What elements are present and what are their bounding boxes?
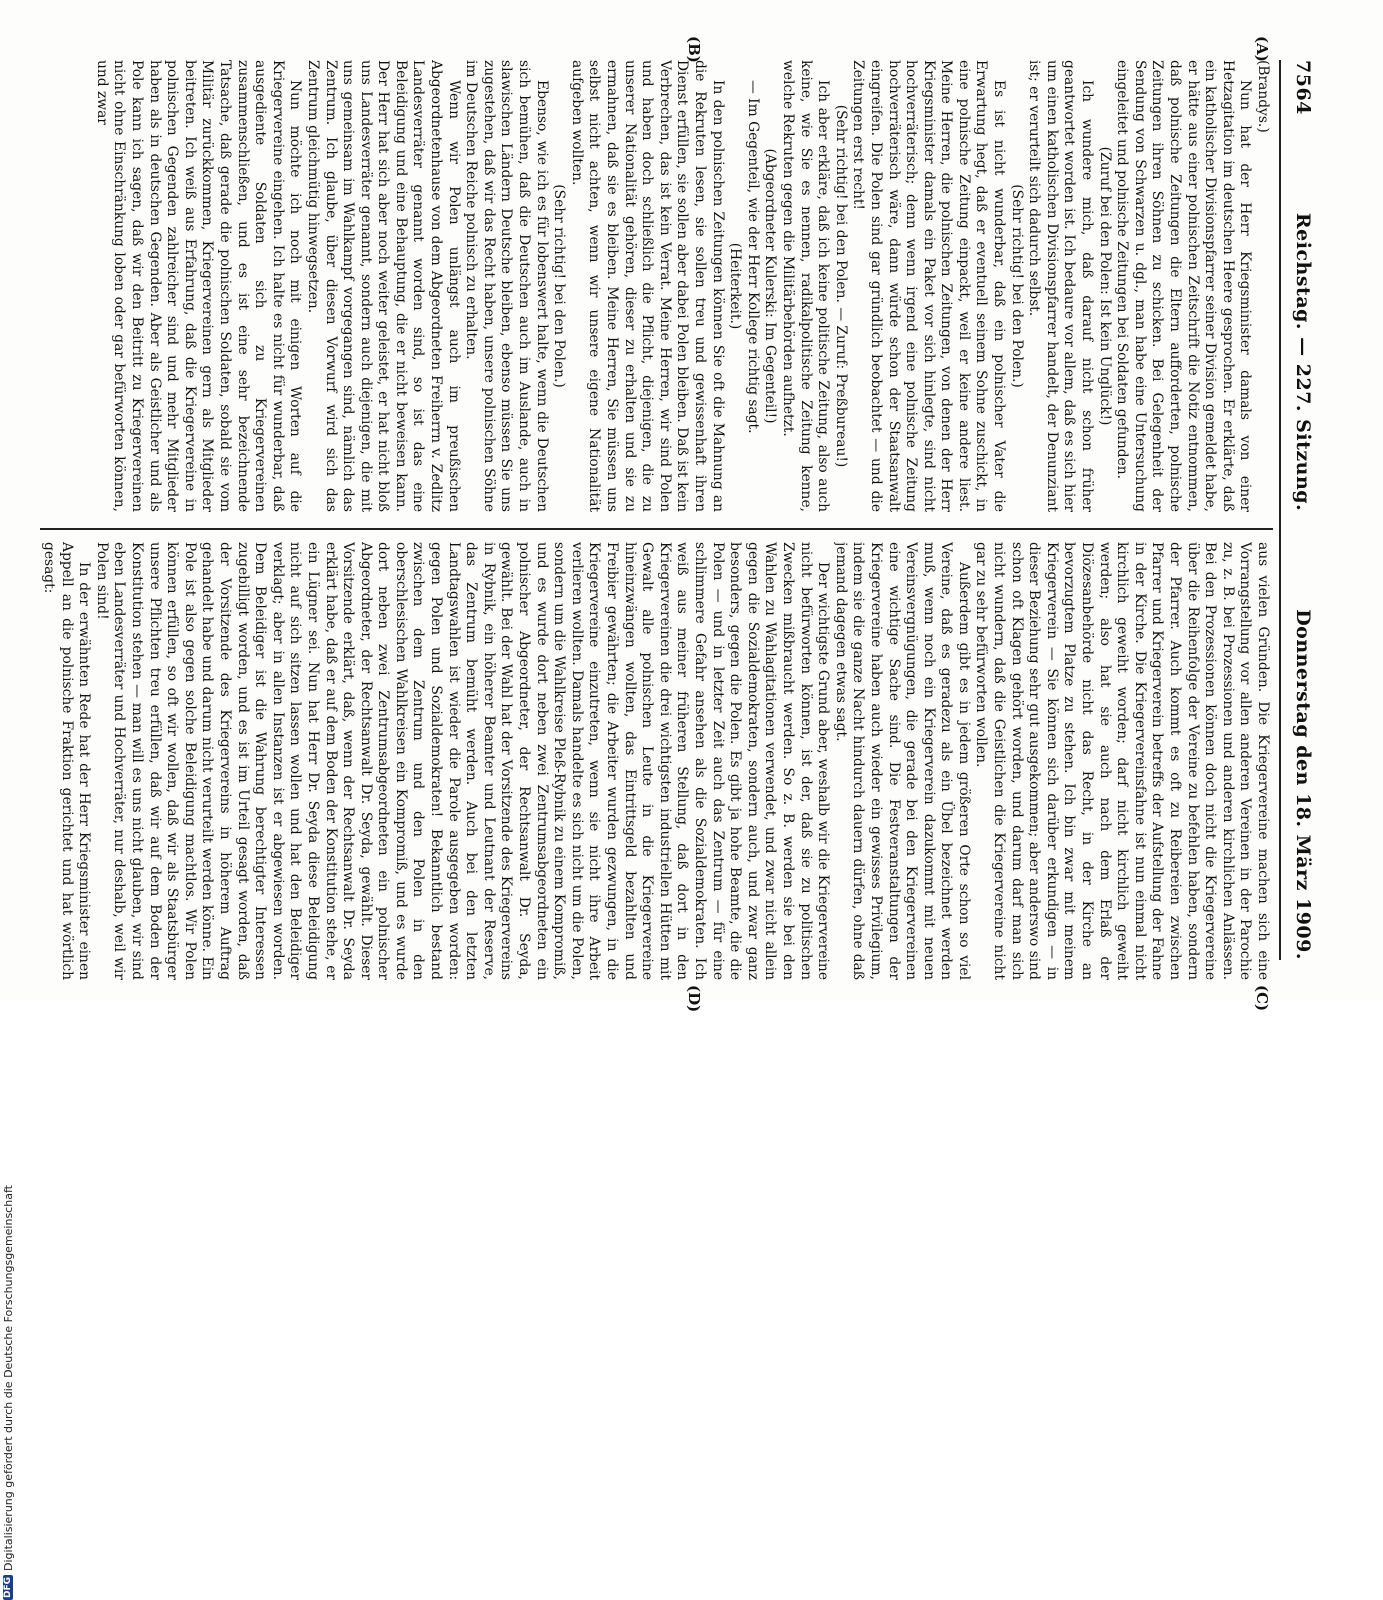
header-rule [1279, 60, 1281, 960]
margin-marker-a: (A) [1253, 36, 1271, 62]
paragraph: (Sehr richtig! bei den Polen.) [1008, 184, 1025, 388]
paragraph: In der erwähnten Rede hat der Herr Kriegsminister einen Appell an die polnische Fraktion gerichtet und hat wörtlich gesagt: [41, 542, 93, 980]
paragraph: Ebenso, wie ich es für lobenswert halte, wenn die Deutschen sich bemühen, daß die Deutschen auch im Auslande, auch in slawischen Ländern Deutsche bleiben, ebenso müssen Sie uns zugestehen, daß wir das Recht haben, unsere polnischen Söhne im Deutschen Reiche polnisch zu erhalten. [463, 60, 550, 512]
paragraph: Ich wundere mich, daß darauf nicht schon früher geantwortet worden ist. Ich bedaure vor allem, daß es sich hier um einen katholischen Divisionspfarrer handelt, der Denunziant ist; er verurteilt sich dadurch selbst. [1026, 60, 1096, 512]
page-header [1283, 60, 1323, 960]
paragraph: Nun möchte ich noch mit einigen Worten auf die Kriegervereine eingehen. Ich halte es nicht für wunderbar, daß ausgediente Soldaten sich zu Kriegervereinen zusammenschließen, und es ist eine sehr bezeichnende Tatsache, daß gerade die polnischen Soldaten, sobald sie vom Militär zurückkommen, Kriegervereinen gern als Mitglieder beitreten. Ich weiß aus Erfahrung, daß die Kriegervereine in polnischen Gegenden zahlreicher sind und mehr Mitglieder haben als in deutschen Gegenden. Aber als Geistlicher und als Pole kann ich sagen, daß wir den Beitritt zu Kriegervereinen nicht ohne Einschränkung loben oder gar befürworten können, und zwar [93, 60, 304, 512]
paragraph: Ich aber erkläre, daß ich keine politische Zeitung, also auch keine, wie Sie es nennen, radikalpolitische Zeitung kenne, welche Rekruten gegen die Militärbehörden aufhetzt. [779, 60, 832, 512]
paragraph: Der wichtigste Grund aber, weshalb wir die Kriegervereine nicht befürworten können, ist der, daß sie zu politischen Zwecken mißbraucht werden. So z. B. werden sie bei den Wahlen zu Wahlagitationen verwendet, und zwar nicht allein gegen die Sozialdemokraten, sondern auch, und zwar ganz besonders, gegen die Polen. Es gibt ja hohe Beamte, die die Polen — und in letzter Zeit auch das Zentrum — für eine schlimmere Gefahr ansehen als die Sozialdemokraten. Ich weiß aus meiner früheren Stellung, daß dort in den Kriegervereinen die drei wichtigsten industriellen Hütten mit Gewalt alle polnischen Leute in die Kriegervereine hineinzwängen wollten, das Eintrittsgeld bezahlten und Freibier gewährten; die Arbeiter wurden gezwungen, in die Kriegervereine einzutreten, wenn sie nicht ihre Arbeit verlieren wollten. Damals handelte es sich nicht um die Polen, sondern um die Wahlkreise Pleß-Rybnik zu einem Kompromiß, und es wurde dort neben zwei Zentrumsabgeordneten ein polnischer Abgeordneter, der Rechtsanwalt Dr. Seyda, gewählt. Bei der Wahl hat der Vorsitzende des Kriegervereins in Rybnik, ein höherer Beamter und Leutnant der Reserve, das Zentrum bemüht werden. Auch bei den letzten Landtagswahlen ist wieder die Parole ausgegeben worden: gegen Polen und Sozialdemokraten! Bekanntlich bestand zwischen dem Zentrum und den Polen in den oberschlesischen Wahlkreisen ein Kompromiß, und es wurde dort neben zwei Zentrumsabgeordneten ein polnischer Abgeordneter, der Rechtsanwalt Dr. Seyda, gewählt. Dieser Vorsitzende erklärt, daß, wenn der Rechtsanwalt Dr. Seyda erklärt habe, daß er auf dem Boden der Konstitution stehe, er ein Lügner sei. Nun hat Herr Dr. Seyda diese Beleidigung nicht auf sich sitzen lassen wollen und hat den Beleidiger verklagt; aber in allen Instanzen ist er abgewiesen worden. Dem Beleidiger ist die Wahrung berechtigter Interessen zugebilligt worden, und es ist im Urteil gesagt worden, daß der Vorsitzende des Kriegervereins in höherem Auftrag gehandelt habe und darum nicht verurteilt werden könne. Ein Pole ist also gegen solche Beleidigung machtlos. Wir Polen können erfüllen, so oft wir wollen, daß wir als Staatsbürger unsere Pflichten treu erfüllen, daß wir auf dem Boden der Konstitution stehen — man will es uns nicht glauben, wir sind eben Landesverräter und Hochverräter, nur deshalb, weil wir Polen sind! [93, 542, 832, 980]
paragraph: Wenn wir Polen unlängst auch im preußischen Abgeordnetenhause von dem Abgeordneten Freiherrn v. Zedlitz Landesverräter genannt worden sind, so ist das eine Beleidigung und eine Behauptung, die er nicht beweisen kann. Der Herr hat sich aber noch weiter geleistet, er hat nicht bloß uns Landesverräter genannt, sondern auch diejenigen, die mit uns gemeinsam im Wahlkampf vorgegangen sind, nämlich das Zentrum. Ich glaube, über diesen Vorwurf wird sich das Zentrum gleichmütig hinwegsetzen. [304, 60, 462, 512]
paragraph: (Brandys.) [1255, 60, 1271, 133]
paragraph: (Sehr richtig! bei den Polen. — Zuruf: Preßbureau!) [832, 104, 849, 468]
paragraph: In den polnischen Zeitungen können Sie oft die Mahnung an die Rekruten lesen, sie sollen treu und gewissenhaft ihren Dienst erfüllen, sie sollen aber dabei Polen bleiben. Daß ist kein Verbrechen, das ist kein Verrat. Meine Herren, wir sind Polen und haben doch schließlich die Pflicht, diejenigen, die zu unserer Nationalität gehören, dieser zu erhalten und sie zu ermahnen, daß sie es bleiben. Meine Herren, Sie müssen uns selbst nicht achten, wenn wir unsere eigene Nationalität aufgeben wollten. [568, 60, 726, 512]
column-divider [40, 528, 1273, 530]
paragraph: (Abgeordneter Kulerski: Im Gegenteil!) [762, 148, 779, 424]
page-number: 7564 [1292, 60, 1314, 115]
dfg-logo: DFG [3, 1576, 13, 1598]
paragraph: Außerdem gibt es in jedem größeren Orte schon so viel Vereine, daß es geradezu als ein Übel bezeichnet werden muß, wenn noch ein Kriegerverein dazukommt mit neuen Vereinsvergnügungen, die gerade bei den Kriegervereinen eine wichtige Sache sind. Die Festveranstaltungen der Kriegervereine haben auch wieder ein gewisses Privilegium, indem sie die ganze Nacht hindurch dauern dürfen, ohne daß jemand dagegen etwas sagt. [832, 542, 972, 980]
margin-marker-c: (C) [1253, 985, 1271, 1012]
digitization-credit [0, 1185, 16, 1600]
credit-text: Digitalisierung gefördert durch die Deutsche Forschungsgemeinschaft [1, 1185, 15, 1571]
page-date: Donnerstag den 18. März 1909. [1292, 609, 1314, 960]
paragraph: aus vielen Gründen. Die Kriegervereine machen sich eine Vorrangstellung vor allen anderen Vereinen in der Parochie zu, z. B. bei Prozessionen und anderen kirchlichen Anlässen. Bei den Prozessionen können doch nicht die Kriegervereine über die Reihenfolge der Vereine zu befehlen haben, sondern der Pfarrer. Auch kommt es oft zu Reibereien zwischen Pfarrer und Kriegerverein betreffs der Aufstellung der Fahne in der Kirche. Die Kriegervereinsfahne ist nun einmal nicht kirchlich geweiht worden; darf nicht kirchlich geweiht werden; also hat sie auch nach dem Erlaß der Diözesanbehörde nicht das Recht, in der Kirche an bevorzugtem Platze zu stehen. Ich bin zwar mit meinem Kriegerverein — Sie können sich darüber erkundigen — in dieser Beziehung sehr gut ausgekommen; aber anderswo sind schon oft Klagen gehört worden, und darum darf man sich nicht wundern, daß die Geistlichen die Kriegervereine nicht gar zu sehr befürworten wollen. [973, 542, 1271, 980]
paragraph: — Im Gegenteil, wie der Herr Kollege richtig sagt. [744, 80, 761, 434]
margin-marker-b: (B) [685, 36, 703, 63]
left-column [40, 60, 1271, 512]
paragraph: (Sehr richtig! bei den Polen.) [551, 184, 568, 388]
paragraph: (Zuruf bei den Polen: Ist kein Unglück!) [1096, 146, 1113, 426]
right-column [40, 542, 1271, 980]
page-title: Reichstag. — 227. Sitzung. [1292, 212, 1314, 512]
paragraph: Es ist nicht wunderbar, daß ein polnischer Vater die Erwartung hegt, daß er eventuell seinem Sohne zuschickt, in eine polnische Zeitung einpackt, weil er keine andere liest. Meine Herren, die polnischen Zeitungen, von denen der Herr Kriegsminister damals ein Paket vor sich hinlegte, sind nicht hochverräterisch; denn wenn irgend eine polnische Zeitung hochverräterisch wäre, dann würde schon der Staatsanwalt eingreifen. Die Polen sind gar gründlich beobachtet — und die Zeitungen erst recht! [850, 60, 1008, 512]
paragraph: Nun hat der Herr Kriegsminister damals von einer Hetzagitation im deutschen Heere gesprochen. Er erklärte, daß ein katholischer Divisionspfarrer seiner Division gemeldet habe, er hätte aus einer polnischen Zeitschrift die Notiz entnommen, daß polnische Zeitungen die Eltern aufforderten, polnische Zeitungen ihren Söhnen zu schicken. Bei Gelegenheit der Sendung von Schwarzen u. dgl., man habe eine Untersuchung eingeleitet und polnische Zeitungen bei Soldaten gefunden. [1114, 60, 1254, 512]
paragraph: (Heiterkeit.) [727, 242, 744, 330]
margin-marker-d: (D) [685, 985, 703, 1013]
